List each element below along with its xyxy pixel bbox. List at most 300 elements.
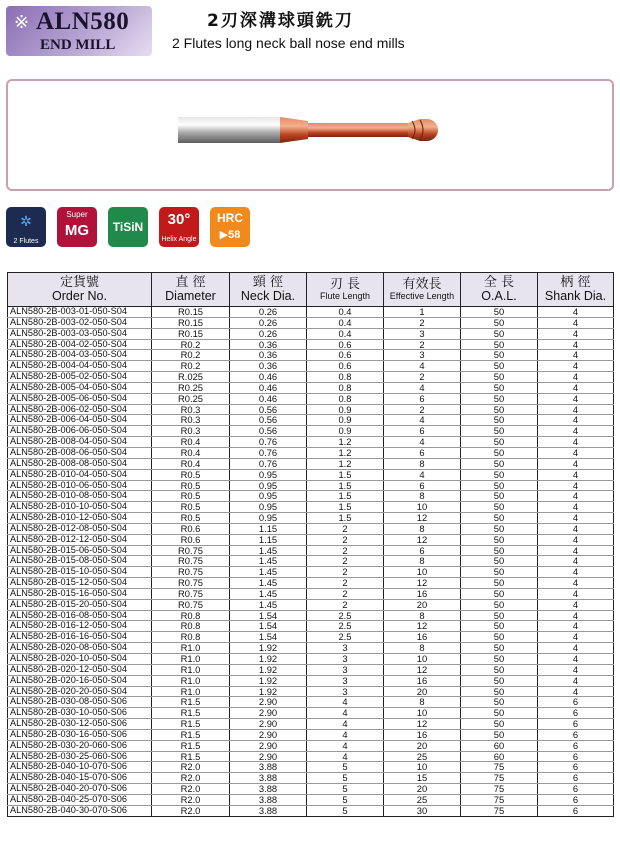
order-no-cell: ALN580-2B-020-20-050-S04 — [8, 686, 152, 697]
table-row — [8, 426, 614, 437]
table-row — [8, 621, 614, 632]
effective-length-cell: 12 — [384, 578, 461, 589]
shank-dia-cell: 4 — [538, 664, 614, 675]
shank-dia-cell: 4 — [538, 480, 614, 491]
neck-dia-cell: 3.88 — [230, 805, 307, 816]
flute-length-cell: 0.8 — [307, 382, 384, 393]
neck-dia-cell: 0.26 — [230, 317, 307, 328]
diameter-cell: R0.75 — [152, 578, 230, 589]
oal-cell: 50 — [461, 317, 538, 328]
flute-length-cell: 1.2 — [307, 447, 384, 458]
neck-dia-cell: 1.45 — [230, 599, 307, 610]
neck-dia-cell: 0.95 — [230, 480, 307, 491]
flute-length-cell: 5 — [307, 805, 384, 816]
effective-length-cell: 16 — [384, 729, 461, 740]
header-diameter: 直 徑 Diameter — [152, 273, 230, 307]
table-row — [8, 654, 614, 665]
oal-cell: 50 — [461, 675, 538, 686]
order-no-cell: ALN580-2B-015-10-050-S04 — [8, 567, 152, 578]
shank-dia-cell: 4 — [538, 350, 614, 361]
neck-dia-cell: 0.76 — [230, 458, 307, 469]
diameter-cell: R0.5 — [152, 469, 230, 480]
diameter-cell: R0.4 — [152, 458, 230, 469]
oal-cell: 50 — [461, 502, 538, 513]
diameter-cell: R0.5 — [152, 491, 230, 502]
neck-dia-cell: 3.88 — [230, 784, 307, 795]
effective-length-cell: 12 — [384, 621, 461, 632]
shank-dia-cell: 4 — [538, 513, 614, 524]
oal-cell: 50 — [461, 578, 538, 589]
effective-length-cell: 1 — [384, 307, 461, 318]
order-no-cell: ALN580-2B-004-04-050-S04 — [8, 361, 152, 372]
header-oal: 全 長 O.A.L. — [461, 273, 538, 307]
diameter-cell: R0.75 — [152, 567, 230, 578]
shank-dia-cell: 4 — [538, 339, 614, 350]
table-row — [8, 675, 614, 686]
diameter-cell: R0.75 — [152, 556, 230, 567]
shank-dia-cell: 4 — [538, 317, 614, 328]
effective-length-cell: 12 — [384, 719, 461, 730]
shank-dia-cell: 6 — [538, 697, 614, 708]
order-no-cell: ALN580-2B-008-04-050-S04 — [8, 437, 152, 448]
table-body — [8, 307, 614, 817]
table-row — [8, 339, 614, 350]
table-row — [8, 567, 614, 578]
effective-length-cell: 15 — [384, 773, 461, 784]
diameter-cell: R0.75 — [152, 588, 230, 599]
oal-cell: 50 — [461, 491, 538, 502]
effective-length-cell: 16 — [384, 588, 461, 599]
shank-dia-cell: 4 — [538, 610, 614, 621]
effective-length-cell: 6 — [384, 480, 461, 491]
flute-length-cell: 1.5 — [307, 480, 384, 491]
neck-dia-cell: 1.54 — [230, 621, 307, 632]
neck-dia-cell: 1.92 — [230, 643, 307, 654]
flute-length-cell: 0.9 — [307, 404, 384, 415]
order-no-cell: ALN580-2B-006-02-050-S04 — [8, 404, 152, 415]
table-row — [8, 447, 614, 458]
shank-dia-cell: 6 — [538, 751, 614, 762]
effective-length-cell: 20 — [384, 599, 461, 610]
diameter-cell: R1.0 — [152, 643, 230, 654]
oal-cell: 50 — [461, 534, 538, 545]
effective-length-cell: 8 — [384, 643, 461, 654]
oal-cell: 50 — [461, 686, 538, 697]
flute-length-cell: 2 — [307, 567, 384, 578]
table-row — [8, 762, 614, 773]
order-no-cell: ALN580-2B-003-01-050-S04 — [8, 307, 152, 318]
diameter-cell: R0.5 — [152, 502, 230, 513]
diameter-cell: R0.15 — [152, 307, 230, 318]
shank-dia-cell: 6 — [538, 719, 614, 730]
shank-dia-cell: 4 — [538, 675, 614, 686]
oal-cell: 50 — [461, 545, 538, 556]
diameter-cell: R0.3 — [152, 426, 230, 437]
diameter-cell: R0.75 — [152, 599, 230, 610]
shank-dia-cell: 6 — [538, 773, 614, 784]
table-row — [8, 664, 614, 675]
neck-dia-cell: 2.90 — [230, 729, 307, 740]
neck-dia-cell: 3.88 — [230, 794, 307, 805]
order-no-cell: ALN580-2B-030-08-050-S06 — [8, 697, 152, 708]
effective-length-cell: 8 — [384, 697, 461, 708]
flute-length-cell: 4 — [307, 708, 384, 719]
diameter-cell: R2.0 — [152, 805, 230, 816]
flute-length-cell: 3 — [307, 686, 384, 697]
effective-length-cell: 12 — [384, 534, 461, 545]
neck-dia-cell: 2.90 — [230, 751, 307, 762]
table-row — [8, 382, 614, 393]
neck-dia-cell: 1.45 — [230, 545, 307, 556]
flute-length-cell: 2.5 — [307, 610, 384, 621]
oal-cell: 75 — [461, 773, 538, 784]
oal-cell: 50 — [461, 697, 538, 708]
table-row — [8, 740, 614, 751]
mg-label: MG — [64, 222, 90, 239]
neck-dia-cell: 2.90 — [230, 708, 307, 719]
diameter-cell: R0.6 — [152, 534, 230, 545]
shank-dia-cell: 4 — [538, 621, 614, 632]
effective-length-cell: 3 — [384, 328, 461, 339]
shank-dia-cell: 6 — [538, 708, 614, 719]
flute-length-cell: 0.6 — [307, 339, 384, 350]
table-row — [8, 545, 614, 556]
diameter-cell: R0.8 — [152, 632, 230, 643]
table-row — [8, 458, 614, 469]
shank-dia-cell: 4 — [538, 307, 614, 318]
header-effective-length: 有效長 Effective Length — [384, 273, 461, 307]
effective-length-cell: 20 — [384, 784, 461, 795]
order-no-cell: ALN580-2B-020-12-050-S04 — [8, 664, 152, 675]
order-no-cell: ALN580-2B-010-10-050-S04 — [8, 502, 152, 513]
order-no-cell: ALN580-2B-003-02-050-S04 — [8, 317, 152, 328]
table-row — [8, 404, 614, 415]
hrc-label: HRC — [217, 211, 243, 225]
diameter-cell: R1.5 — [152, 719, 230, 730]
effective-length-cell: 30 — [384, 805, 461, 816]
oal-cell: 50 — [461, 328, 538, 339]
flute-length-cell: 2 — [307, 545, 384, 556]
effective-length-cell: 4 — [384, 361, 461, 372]
order-no-cell: ALN580-2B-015-12-050-S04 — [8, 578, 152, 589]
shank-dia-cell: 4 — [538, 372, 614, 383]
model-number: ALN580 — [36, 8, 130, 35]
table-row — [8, 307, 614, 318]
diameter-cell: R0.15 — [152, 317, 230, 328]
shank-dia-cell: 4 — [538, 643, 614, 654]
order-no-cell: ALN580-2B-015-06-050-S04 — [8, 545, 152, 556]
flute-length-cell: 4 — [307, 740, 384, 751]
diameter-cell: R.025 — [152, 372, 230, 383]
effective-length-cell: 20 — [384, 686, 461, 697]
spec-table — [7, 272, 614, 817]
title-english: 2 Flutes long neck ball nose end mills — [172, 35, 405, 51]
diameter-cell: R0.8 — [152, 610, 230, 621]
flute-length-cell: 2 — [307, 599, 384, 610]
order-no-cell: ALN580-2B-010-06-050-S04 — [8, 480, 152, 491]
effective-length-cell: 12 — [384, 513, 461, 524]
oal-cell: 60 — [461, 751, 538, 762]
shank-dia-cell: 4 — [538, 382, 614, 393]
flute-length-cell: 0.4 — [307, 307, 384, 318]
table-row — [8, 632, 614, 643]
effective-length-cell: 6 — [384, 393, 461, 404]
shank-dia-cell: 4 — [538, 361, 614, 372]
order-no-cell: ALN580-2B-012-12-050-S04 — [8, 534, 152, 545]
diameter-cell: R2.0 — [152, 784, 230, 795]
neck-dia-cell: 0.95 — [230, 502, 307, 513]
diameter-cell: R2.0 — [152, 794, 230, 805]
effective-length-cell: 6 — [384, 447, 461, 458]
order-no-cell: ALN580-2B-010-12-050-S04 — [8, 513, 152, 524]
helix-angle-icon — [159, 207, 199, 247]
shank-dia-cell: 6 — [538, 762, 614, 773]
oal-cell: 50 — [461, 708, 538, 719]
diameter-cell: R1.0 — [152, 654, 230, 665]
shank-dia-cell: 4 — [538, 458, 614, 469]
flute-length-cell: 0.9 — [307, 426, 384, 437]
effective-length-cell: 3 — [384, 350, 461, 361]
order-no-cell: ALN580-2B-016-16-050-S04 — [8, 632, 152, 643]
neck-dia-cell: 0.95 — [230, 469, 307, 480]
shank-dia-cell: 4 — [538, 437, 614, 448]
neck-dia-cell: 2.90 — [230, 697, 307, 708]
table-row — [8, 372, 614, 383]
shank-dia-cell: 4 — [538, 534, 614, 545]
shank-dia-cell: 4 — [538, 523, 614, 534]
oal-cell: 50 — [461, 599, 538, 610]
neck-dia-cell: 0.56 — [230, 404, 307, 415]
oal-cell: 75 — [461, 784, 538, 795]
table-row — [8, 437, 614, 448]
shank-dia-cell: 4 — [538, 404, 614, 415]
flute-length-cell: 2 — [307, 534, 384, 545]
oal-cell: 50 — [461, 426, 538, 437]
shank-dia-cell: 4 — [538, 686, 614, 697]
diameter-cell: R0.4 — [152, 447, 230, 458]
oal-cell: 75 — [461, 805, 538, 816]
effective-length-cell: 10 — [384, 762, 461, 773]
flute-length-cell: 2.5 — [307, 632, 384, 643]
order-no-cell: ALN580-2B-005-02-050-S04 — [8, 372, 152, 383]
order-no-cell: ALN580-2B-004-02-050-S04 — [8, 339, 152, 350]
oal-cell: 50 — [461, 307, 538, 318]
order-no-cell: ALN580-2B-005-04-050-S04 — [8, 382, 152, 393]
neck-dia-cell: 1.45 — [230, 556, 307, 567]
table-row — [8, 599, 614, 610]
order-no-cell: ALN580-2B-040-30-070-S06 — [8, 805, 152, 816]
order-no-cell: ALN580-2B-040-25-070-S06 — [8, 794, 152, 805]
neck-dia-cell: 1.54 — [230, 632, 307, 643]
neck-dia-cell: 0.36 — [230, 350, 307, 361]
table-row — [8, 350, 614, 361]
shank-dia-cell: 4 — [538, 426, 614, 437]
neck-dia-cell: 0.26 — [230, 307, 307, 318]
diameter-cell: R1.0 — [152, 686, 230, 697]
neck-dia-cell: 1.15 — [230, 534, 307, 545]
shank-dia-cell: 4 — [538, 415, 614, 426]
end-mill-image — [8, 81, 612, 189]
order-no-cell: ALN580-2B-016-08-050-S04 — [8, 610, 152, 621]
oal-cell: 75 — [461, 794, 538, 805]
shank-dia-cell: 4 — [538, 393, 614, 404]
header-order-no: 定貨號 Order No. — [8, 273, 152, 307]
product-photo — [6, 79, 614, 191]
table-row — [8, 697, 614, 708]
diameter-cell: R0.25 — [152, 393, 230, 404]
flute-length-cell: 2 — [307, 556, 384, 567]
product-badge — [6, 6, 152, 56]
oal-cell: 50 — [461, 404, 538, 415]
effective-length-cell: 10 — [384, 654, 461, 665]
diameter-cell: R1.5 — [152, 740, 230, 751]
oal-cell: 50 — [461, 447, 538, 458]
neck-dia-cell: 0.46 — [230, 393, 307, 404]
diameter-cell: R0.4 — [152, 437, 230, 448]
flute-length-cell: 1.5 — [307, 513, 384, 524]
neck-dia-cell: 0.46 — [230, 382, 307, 393]
diameter-cell: R0.2 — [152, 339, 230, 350]
effective-length-cell: 10 — [384, 708, 461, 719]
effective-length-cell: 8 — [384, 610, 461, 621]
header-flute-length: 刃 長 Flute Length — [307, 273, 384, 307]
oal-cell: 50 — [461, 654, 538, 665]
effective-length-cell: 2 — [384, 372, 461, 383]
shank-dia-cell: 6 — [538, 805, 614, 816]
neck-dia-cell: 1.45 — [230, 567, 307, 578]
diameter-cell: R0.2 — [152, 361, 230, 372]
oal-cell: 50 — [461, 567, 538, 578]
order-no-cell: ALN580-2B-015-16-050-S04 — [8, 588, 152, 599]
helix-angle-value: 30° — [167, 211, 191, 228]
oal-cell: 50 — [461, 729, 538, 740]
diameter-cell: R0.3 — [152, 415, 230, 426]
shank-dia-cell: 4 — [538, 556, 614, 567]
table-row — [8, 361, 614, 372]
neck-dia-cell: 0.36 — [230, 361, 307, 372]
effective-length-cell: 2 — [384, 317, 461, 328]
effective-length-cell: 25 — [384, 794, 461, 805]
tisin-label: TiSiN — [112, 220, 144, 234]
flute-length-cell: 2 — [307, 578, 384, 589]
flute-length-cell: 0.4 — [307, 328, 384, 339]
effective-length-cell: 4 — [384, 415, 461, 426]
diameter-cell: R2.0 — [152, 773, 230, 784]
neck-dia-cell: 2.90 — [230, 740, 307, 751]
flute-length-cell: 2 — [307, 588, 384, 599]
neck-dia-cell: 0.76 — [230, 447, 307, 458]
order-no-cell: ALN580-2B-003-03-050-S04 — [8, 328, 152, 339]
order-no-cell: ALN580-2B-030-16-050-S06 — [8, 729, 152, 740]
flute-length-cell: 5 — [307, 794, 384, 805]
helix-angle-label: Helix Angle — [161, 236, 197, 243]
effective-length-cell: 4 — [384, 469, 461, 480]
oal-cell: 75 — [461, 762, 538, 773]
neck-dia-cell: 1.15 — [230, 523, 307, 534]
oal-cell: 50 — [461, 643, 538, 654]
effective-length-cell: 4 — [384, 437, 461, 448]
neck-dia-cell: 1.92 — [230, 675, 307, 686]
order-no-cell: ALN580-2B-006-04-050-S04 — [8, 415, 152, 426]
table-row — [8, 794, 614, 805]
oal-cell: 50 — [461, 339, 538, 350]
shank-dia-cell: 4 — [538, 567, 614, 578]
flute-length-cell: 3 — [307, 654, 384, 665]
flute-length-cell: 5 — [307, 762, 384, 773]
shank-dia-cell: 4 — [538, 491, 614, 502]
shank-dia-cell: 4 — [538, 447, 614, 458]
order-no-cell: ALN580-2B-006-06-050-S04 — [8, 426, 152, 437]
hrc-hardness-icon — [210, 207, 250, 247]
table-row — [8, 643, 614, 654]
shank-dia-cell: 4 — [538, 328, 614, 339]
order-no-cell: ALN580-2B-010-04-050-S04 — [8, 469, 152, 480]
effective-length-cell: 20 — [384, 740, 461, 751]
flute-length-cell: 1.5 — [307, 491, 384, 502]
order-no-cell: ALN580-2B-020-16-050-S04 — [8, 675, 152, 686]
flute-length-cell: 3 — [307, 643, 384, 654]
shank-dia-cell: 6 — [538, 729, 614, 740]
neck-dia-cell: 0.95 — [230, 491, 307, 502]
two-flutes-label: 2 Flutes — [13, 238, 39, 245]
hrc-value: ▶58 — [219, 229, 241, 241]
effective-length-cell: 6 — [384, 426, 461, 437]
order-no-cell: ALN580-2B-012-08-050-S04 — [8, 523, 152, 534]
order-no-cell: ALN580-2B-030-25-060-S06 — [8, 751, 152, 762]
effective-length-cell: 2 — [384, 404, 461, 415]
effective-length-cell: 10 — [384, 502, 461, 513]
effective-length-cell: 16 — [384, 675, 461, 686]
shank-dia-cell: 4 — [538, 502, 614, 513]
flute-length-cell: 1.5 — [307, 469, 384, 480]
flute-length-cell: 0.8 — [307, 372, 384, 383]
shank-dia-cell: 4 — [538, 545, 614, 556]
table-row — [8, 751, 614, 762]
effective-length-cell: 10 — [384, 567, 461, 578]
effective-length-cell: 8 — [384, 491, 461, 502]
effective-length-cell: 16 — [384, 632, 461, 643]
order-no-cell: ALN580-2B-030-20-060-S06 — [8, 740, 152, 751]
order-no-cell: ALN580-2B-005-06-050-S04 — [8, 393, 152, 404]
order-no-cell: ALN580-2B-015-20-050-S04 — [8, 599, 152, 610]
table-row — [8, 610, 614, 621]
order-no-cell: ALN580-2B-040-20-070-S06 — [8, 784, 152, 795]
diameter-cell: R1.5 — [152, 729, 230, 740]
neck-dia-cell: 0.46 — [230, 372, 307, 383]
oal-cell: 50 — [461, 361, 538, 372]
flute-length-cell: 1.2 — [307, 458, 384, 469]
oal-cell: 50 — [461, 350, 538, 361]
super-mg-icon — [57, 207, 97, 247]
diameter-cell: R0.8 — [152, 621, 230, 632]
neck-dia-cell: 1.54 — [230, 610, 307, 621]
neck-dia-cell: 3.88 — [230, 762, 307, 773]
oal-cell: 50 — [461, 437, 538, 448]
oal-cell: 50 — [461, 372, 538, 383]
shank-dia-cell: 4 — [538, 654, 614, 665]
flute-length-cell: 3 — [307, 664, 384, 675]
table-row — [8, 729, 614, 740]
flute-length-cell: 5 — [307, 773, 384, 784]
diameter-cell: R0.5 — [152, 480, 230, 491]
table-row — [8, 480, 614, 491]
diameter-cell: R0.25 — [152, 382, 230, 393]
title-chinese: 2刃深溝球頭銑刀 — [207, 11, 354, 31]
effective-length-cell: 8 — [384, 556, 461, 567]
diameter-cell: R2.0 — [152, 762, 230, 773]
oal-cell: 50 — [461, 621, 538, 632]
order-no-cell: ALN580-2B-008-06-050-S04 — [8, 447, 152, 458]
